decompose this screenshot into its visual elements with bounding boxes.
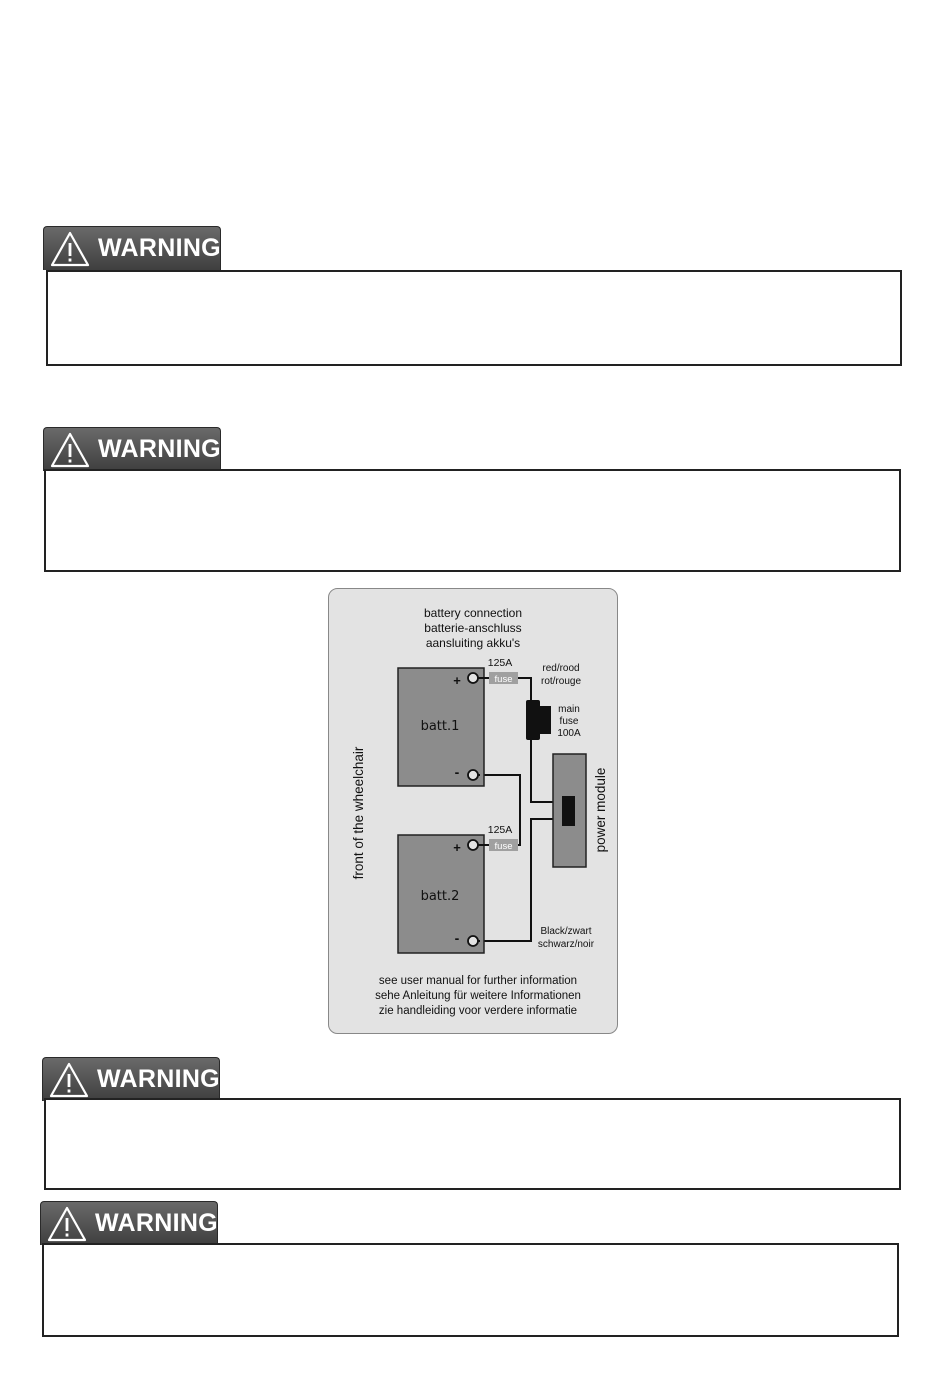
warning-triangle-icon [49,1062,89,1098]
warning-tab-4 [40,1201,218,1245]
warning-box-3 [44,1098,901,1190]
power-module-connector [562,796,575,826]
red-wire-label-1: red/rood [542,663,580,674]
battery-1-plus: + [453,673,461,688]
power-module-label: power module [593,767,608,853]
battery-1-positive-terminal [468,673,478,683]
battery-2-minus: - [454,930,460,946]
main-fuse-label-3: 100A [557,728,581,739]
red-wire-label-2: rot/rouge [540,676,582,687]
battery-1-label: batt.1 [420,719,460,734]
battery-2-label: batt.2 [420,889,460,904]
diagram-title-line-1: battery connection [423,606,523,620]
warning-label: WARNING [98,234,221,262]
warning-label: WARNING [97,1065,220,1093]
battery-1-minus: - [454,764,460,780]
warning-box-4 [42,1243,899,1337]
front-of-wheelchair-label: front of the wheelchair [351,746,366,880]
warning-triangle-icon [50,231,90,267]
main-fuse [526,700,540,740]
battery-1-negative-terminal [468,770,478,780]
main-fuse-label-1: main [558,704,580,715]
black-wire-label-1: Black/zwart [540,926,592,937]
battery-connection-diagram [328,588,618,1034]
warning-box-2 [44,469,901,572]
warning-tab-2 [43,427,221,471]
warning-box-1 [46,270,902,366]
warning-triangle-icon [50,432,90,468]
fuse-2-rating: 125A [487,824,513,836]
diagram-footer-line-1: see user manual for further information [378,975,578,987]
battery-2-positive-terminal [468,840,478,850]
warning-tab-3 [42,1057,220,1101]
fuse-1-label: fuse [494,674,513,685]
fuse-2-label: fuse [494,841,513,852]
warning-tab-1 [43,226,221,270]
fuse-1-rating: 125A [487,657,513,669]
diagram-footer-line-3: zie handleiding voor verdere informatie [378,1005,578,1017]
battery-2-plus: + [453,840,461,855]
diagram-footer-line-2: sehe Anleitung für weitere Informationen [375,990,581,1002]
warning-label: WARNING [95,1209,218,1237]
main-fuse-label-2: fuse [559,716,579,727]
warning-triangle-icon [47,1206,87,1242]
warning-label: WARNING [98,435,221,463]
battery-2-negative-terminal [468,936,478,946]
black-wire-label-2: schwarz/noir [537,939,595,950]
diagram-title-line-2: batterie-anschluss [424,621,522,635]
diagram-title-line-3: aansluiting akku's [425,636,521,650]
